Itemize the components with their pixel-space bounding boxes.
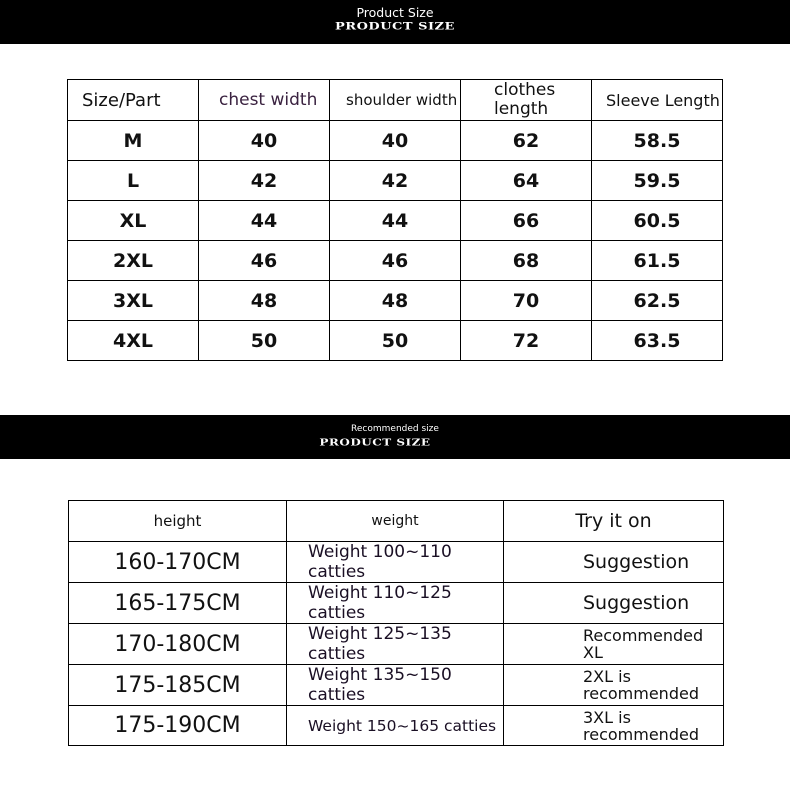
banner-subtitle: Product Size (356, 5, 434, 20)
shoulder-cell: 42 (330, 161, 461, 201)
table-row (68, 321, 723, 361)
height-cell: 165-175CM (69, 583, 287, 624)
header-sleeve-length: Sleeve Length (592, 80, 723, 121)
weight-cell: Weight 125~135 catties (287, 624, 504, 665)
length-cell: 72 (461, 321, 592, 361)
table-row (68, 161, 723, 201)
header-try-it-on: Try it on (504, 501, 724, 542)
height-cell: 175-190CM (69, 706, 287, 746)
banner-title: PRODUCT SIZE (335, 20, 455, 33)
length-cell: 64 (461, 161, 592, 201)
weight-cell: Weight 100~110 catties (287, 542, 504, 583)
shoulder-cell: 48 (330, 281, 461, 321)
product-size-banner (0, 0, 790, 44)
length-cell: 66 (461, 201, 592, 241)
header-height: height (69, 501, 287, 542)
banner-subtitle: Recommended size (351, 424, 439, 434)
size-chart-table (67, 79, 723, 361)
header-chest-width: chest width (199, 80, 330, 121)
shoulder-cell: 46 (330, 241, 461, 281)
table-row (69, 583, 724, 624)
sleeve-cell: 61.5 (592, 241, 723, 281)
size-cell: XL (68, 201, 199, 241)
sleeve-cell: 63.5 (592, 321, 723, 361)
size-chart-header-row (68, 80, 723, 121)
shoulder-cell: 50 (330, 321, 461, 361)
banner-title: PRODUCT SIZE (319, 436, 431, 448)
suggestion-cell: 2XL is recommended (504, 665, 724, 706)
size-cell: 2XL (68, 241, 199, 281)
chest-cell: 42 (199, 161, 330, 201)
size-cell: 3XL (68, 281, 199, 321)
sleeve-cell: 60.5 (592, 201, 723, 241)
header-clothes-length: clothes length (461, 80, 592, 121)
table-row (68, 281, 723, 321)
chest-cell: 48 (199, 281, 330, 321)
length-cell: 62 (461, 121, 592, 161)
length-cell: 70 (461, 281, 592, 321)
size-cell: L (68, 161, 199, 201)
recommended-size-banner (0, 415, 790, 459)
sleeve-cell: 58.5 (592, 121, 723, 161)
table-row (68, 201, 723, 241)
recommend-header-row (69, 501, 724, 542)
chest-cell: 46 (199, 241, 330, 281)
size-cell: 4XL (68, 321, 199, 361)
chest-cell: 40 (199, 121, 330, 161)
weight-cell: Weight 135~150 catties (287, 665, 504, 706)
header-weight: weight (287, 501, 504, 542)
chest-cell: 44 (199, 201, 330, 241)
table-row (68, 121, 723, 161)
chest-cell: 50 (199, 321, 330, 361)
size-cell: M (68, 121, 199, 161)
sleeve-cell: 62.5 (592, 281, 723, 321)
weight-cell: Weight 110~125 catties (287, 583, 504, 624)
table-row (69, 665, 724, 706)
header-size-part: Size/Part (68, 80, 199, 121)
table-row (69, 542, 724, 583)
suggestion-cell: Suggestion (504, 542, 724, 583)
table-row (68, 241, 723, 281)
sleeve-cell: 59.5 (592, 161, 723, 201)
suggestion-cell: 3XL is recommended (504, 706, 724, 746)
suggestion-cell: Recommended XL (504, 624, 724, 665)
table-row (69, 706, 724, 746)
shoulder-cell: 40 (330, 121, 461, 161)
shoulder-cell: 44 (330, 201, 461, 241)
height-cell: 170-180CM (69, 624, 287, 665)
height-cell: 175-185CM (69, 665, 287, 706)
length-cell: 68 (461, 241, 592, 281)
recommended-size-table (68, 500, 724, 746)
weight-cell: Weight 150~165 catties (287, 706, 504, 746)
suggestion-cell: Suggestion (504, 583, 724, 624)
height-cell: 160-170CM (69, 542, 287, 583)
table-row (69, 624, 724, 665)
header-shoulder-width: shoulder width (330, 80, 461, 121)
